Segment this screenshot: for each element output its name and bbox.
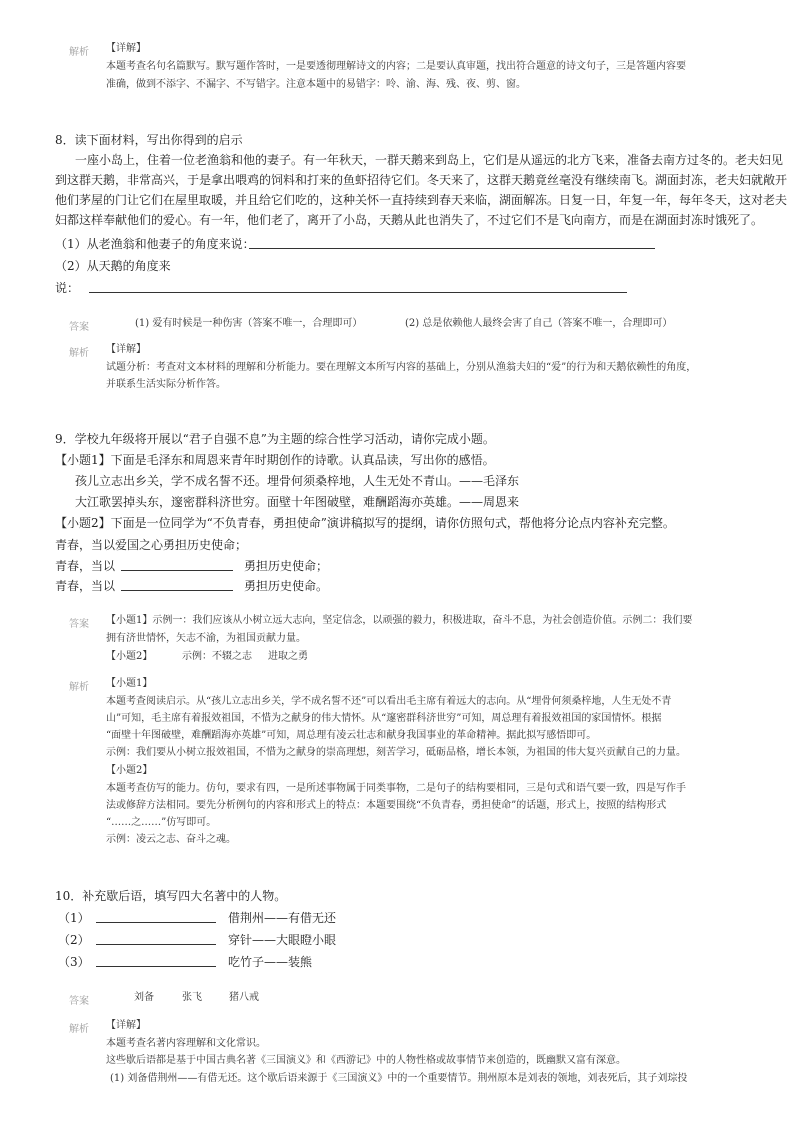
analysis-text-line: 试题分析：考查对文本材料的理解和分析能力。要在理解文本所写内容的基础上，分别从渔翁夫妇的“爱”的行为和天鹅依赖性的角度， [106,362,697,373]
analysis-label: 解析 [69,682,89,693]
answer-subheading: 【小题2】 [106,651,153,662]
answer-blank[interactable] [96,954,216,967]
analysis-text-line: “……之……”仿写即可。 [106,817,217,828]
poem-line: 孩儿立志出乡关，学不成名誓不还。埋骨何须桑梓地，人生无处不青山。——毛泽东 [75,474,520,488]
answer-text: (1) 爱有时候是一种伤害（答案不唯一，合理即可） [135,318,363,329]
analysis-text-line: 法或修辞方法相同。要先分析例句的内容和形式上的特点：本题要围绕“不负青春，勇担使命”的话题，形式上，按照的结构形式 [106,800,667,811]
analysis-text-line: 这些歇后语都是基于中国古典名著《三国演义》和《西游记》中的人物性格或故事情节来创造的，既幽默又富有深意。 [106,1055,626,1066]
analysis-text-line: (1) 刘备借荆州——有借无还。这个歇后语来源于《三国演义》中的一个重要情节。荆州原本是刘表的领地，刘表死后，其子刘琮投 [110,1073,688,1084]
answer-blank[interactable] [96,910,216,923]
answer-label: 答案 [69,619,89,630]
item-number: （2） [58,933,90,947]
analysis-text-line: 本题考查仿写的能力。仿句，要求有四，一是所述事物属于同类事物，二是句子的结构要相同，三是句式和语气要一致，四是写作手 [106,783,686,794]
analysis-label: 解析 [69,47,89,58]
analysis-subheading: 【小题2】 [106,765,153,776]
sub-question-2-cont: 说： [55,281,80,295]
outline-line-prefix: 青春，当以 [55,559,116,573]
passage-line: 一座小岛上，住着一位老渔翁和他的妻子。有一年秋天，一群天鹅来到岛上，它们是从遥远的北方飞来，准备去南方过冬的。老夫妇见 [75,153,784,167]
analysis-text-line: 示例：凌云之志、奋斗之魂。 [106,834,236,845]
question-10-title: 10．补充歇后语，填写四大名著中的人物。 [55,889,287,903]
answer-blank[interactable] [89,280,627,293]
detail-heading: 【详解】 [106,1020,146,1031]
answer-text: 张飞 [182,992,202,1003]
answer-text: 进取之勇 [268,651,308,662]
analysis-text-line: 准确，做到不添字、不漏字、不写错字。注意本题中的易错字：呤、渝、海、残、夜、剪、窗。 [106,79,526,90]
answer-label: 答案 [69,996,89,1007]
outline-line-suffix: 勇担历史使命。 [244,579,329,593]
sub-question-heading: 【小题1】下面是毛泽东和周恩来青年时期创作的诗歌。认真品读，写出你的感悟。 [55,453,495,467]
sub-question-heading: 【小题2】下面是一位同学为“不负青春，勇担使命”演讲稿拟写的提纲，请你仿照句式，帮他将分论点内容补充完整。 [55,516,675,530]
poem-line: 大江歌罢掉头东，邃密群科济世穷。面壁十年图破壁，难酬蹈海亦英雄。——周恩来 [75,495,520,509]
question-9-title: 9．学校九年级将开展以“君子自强不息”为主题的综合性学习活动，请你完成小题。 [55,432,495,446]
passage-line: 他们茅屋的门让它们在屋里取暖，并且给它们吃的，这种关怀一直持续到春天来临，湖面解冻。日复一日，年复一年，每年冬天，这对老夫 [55,193,788,207]
analysis-text-line: 山”可知，毛主席有着报效祖国，不惜为之献身的伟大情怀。从“邃密群科济世穷”可知，周总理有着报效祖国的家国情怀。根据 [106,713,662,724]
item-text: 穿针——大眼瞪小眼 [228,933,337,947]
answer-blank[interactable] [96,932,216,945]
sub-question-1: （1）从老渔翁和他妻子的角度来说： [55,237,255,251]
answer-text: 刘备 [134,992,154,1003]
detail-heading: 【详解】 [106,344,146,355]
answer-label: 答案 [69,322,89,333]
answer-blank[interactable] [249,236,655,249]
answer-text: 【小题1】示例一：我们应该从小树立远大志向，坚定信念，以顽强的毅力，积极进取，奋斗不息，为社会创造价值。示例二：我们要 [106,615,693,626]
answer-text: 示例：不辍之志 [182,651,252,662]
item-text: 借荆州——有借无还 [228,911,337,925]
analysis-label: 解析 [69,348,89,359]
analysis-subheading: 【小题1】 [106,678,153,689]
passage-line: 到这群天鹅，非常高兴，于是拿出喂鸡的饲料和打来的鱼虾招待它们。冬天来了，这群天鹅竟丝毫没有继续南飞。湖面封冻，老夫妇就敞开 [55,173,788,187]
detail-heading: 【详解】 [106,43,146,54]
answer-text: (2) 总是依赖他人最终会害了自己（答案不唯一，合理即可） [405,318,673,329]
answer-blank[interactable] [121,558,233,571]
analysis-text-line: 本题考查名句名篇默写。默写题作答时，一是要透彻理解诗文的内容；二是要认真审题，找出符合题意的诗文句子，三是答题内容要 [106,61,686,72]
analysis-text-line: “面壁十年图破壁，难酬蹈海亦英雄”可知，周总理有凌云壮志和献身我国事业的革命精神。据此拟写感悟即可。 [106,730,597,741]
item-text: 吃竹子——装熊 [228,955,313,969]
outline-line-prefix: 青春，当以 [55,579,116,593]
analysis-text-line: 本题考查名著内容理解和文化常识。 [106,1038,266,1049]
outline-line-suffix: 勇担历史使命； [244,559,329,573]
question-8-title: 8．读下面材料，写出你得到的启示 [55,133,243,147]
item-number: （1） [58,911,90,925]
passage-line: 妇都这样奉献他们的爱心。有一年，他们老了，离开了小岛，天鹅从此也消失了，不过它们不是飞向南方，而是在湖面封冻时饿死了。 [55,213,764,227]
analysis-text-line: 并联系生活实际分析作答。 [106,379,226,390]
sub-question-2: （2）从天鹅的角度来 [55,259,171,273]
answer-text: 拥有济世情怀，矢志不渝，为祖国贡献力量。 [106,633,306,644]
answer-blank[interactable] [121,578,233,591]
answer-text: 猪八戒 [229,992,259,1003]
outline-line: 青春，当以爱国之心勇担历史使命； [55,538,248,552]
item-number: （3） [58,955,90,969]
analysis-text-line: 示例：我们要从小树立报效祖国，不惜为之献身的崇高理想，刻苦学习，砥砺品格，增长本领，为祖国的伟大复兴贡献自己的力量。 [106,747,686,758]
analysis-label: 解析 [69,1024,89,1035]
analysis-text-line: 本题考查阅读启示。从“孩儿立志出乡关，学不成名誓不还”可以看出毛主席有着远大的志向。从“埋骨何须桑梓地，人生无处不青 [106,696,672,707]
